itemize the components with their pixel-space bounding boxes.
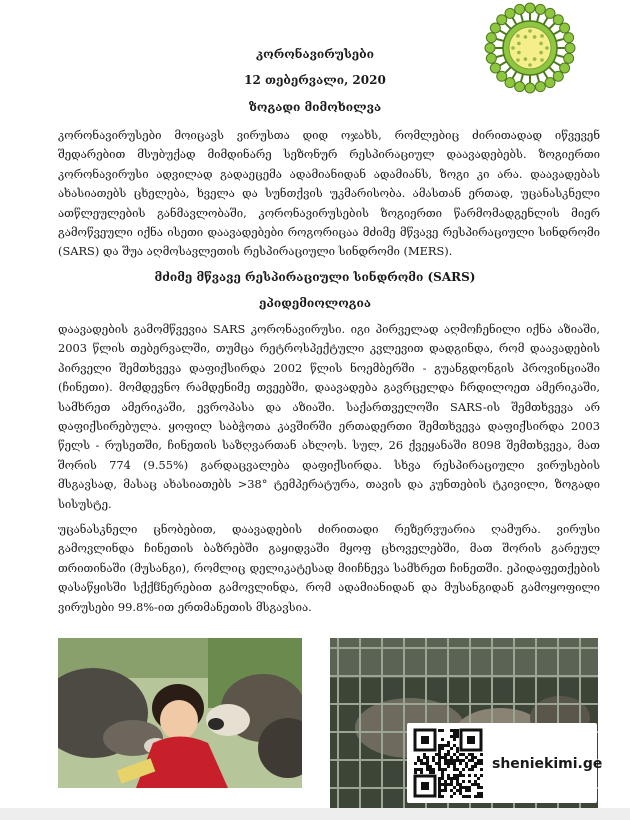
page-title: კორონავირუსები bbox=[255, 47, 375, 61]
reservoir-paragraph: უცანასკნელი ცნობებით, დაავადების ძირითადი რეზერვუარია ღამურა. ვირუსი გამოვლინდა ჩინეთის ბაზრებში გაყიდვაში მყოფ ცხოველებში, მათ შორის გარეულ თრითინაში (მუსანგი), რომლიც დელიკატესად მიიჩნევა სამხრეთ ჩინეთში. ეპიდაფეთქების დასაწყისში სქქჱნერებით გამოვლინდა, რომ ადამიანიდან და მუსანგიდან გამოყოფილი ვირუსები 99.8%-ით ერთმანეთის მსგავსია. bbox=[58, 522, 600, 614]
qr-code-icon[interactable] bbox=[412, 727, 484, 799]
page-bottom-edge bbox=[0, 808, 630, 820]
epidemiology-paragraph: დაავადების გამომწვევია SARS კორონავირუსი. იგი პირველად აღმოჩენილი იქნა აზიაში, 2003 წლის თებერვალში, თუმცა რეტროსპექტული კვლევით დადგინდა, რომ დაავადების პირველი შემთხვევა დაფიქსირდა 2002 წლის ნოემბერში - გუანგდონგის პროვინციაში (ჩინეთი). მომდევნო რამდენიმე თვეებში, დაავადება გავრცელდა ჩრდილოეთ ამერიკაში, სამხრეთ ამერიკაში, ევროპასა და აზიაში. საქართველოში SARS-ის შემთხვევა არ დაფიქსირებულა. ყოფილ საბჭოთა კავშირში ერთადერთი შემთხვევა დაფიქსირდა 2003 წელს - რუსეთში, ჩინეთის საზღვართან ახლოს. სულ, 26 ქვეყანაში 8098 შემთხვევა, მათ შორის 774 (9.55%) გარდაცვალება დაფიქსირდა. სხვა რესპირაციული ვირუსების მსგავსად, მასაც ახასიათებს >38° ტემპერატურა, თავის და კუნთების ტკივილი, ზოგადი სისუსტე. bbox=[58, 322, 600, 511]
document-date: 12 თებერვალი, 2020 bbox=[244, 73, 386, 87]
website-link[interactable]: sheniekimi.ge bbox=[492, 756, 603, 772]
section-heading-epidemiology: ეპიდემიოლოგია bbox=[258, 296, 372, 310]
child-with-civets-photo bbox=[58, 638, 302, 788]
section-heading-overview: ზოგადი მიმოხილვა bbox=[248, 100, 382, 114]
section-heading-sars: მძიმე მწვავე რესპირაციული სინდრომი (SARS) bbox=[154, 270, 476, 284]
intro-paragraph: კორონავირუსები მოიცავს ვირუსთა დიდ ოჯახს, რომლებიც ძირითადად იწვევენ შედარებით მსუბუქად მიმდინარე სეზონურ რესპირაციულ დაავადებებს. ზოგიერთი კორონავირუსი ადვილად გადაეცემა ადამიანიდან ადამიანს, ზოგი კი არა. დაავადებას ახასიათებს ცხელება, ხველა და სუნთქვის უკმარისობა. ამასთან ერთად, უცანასკნელი ათწლეულების განმავლობაში, კორონავირუსების ზოგიერთი წარმომადგენლის მიერ გამოწვეული იქნა ისეთი დაავადებები როგორიცაა მძიმე მწვავე რესპირაციული სინდრომი (SARS) და შუა აღმოსავლეთის რესპირაციული სინდრომი (MERS). bbox=[58, 128, 600, 259]
